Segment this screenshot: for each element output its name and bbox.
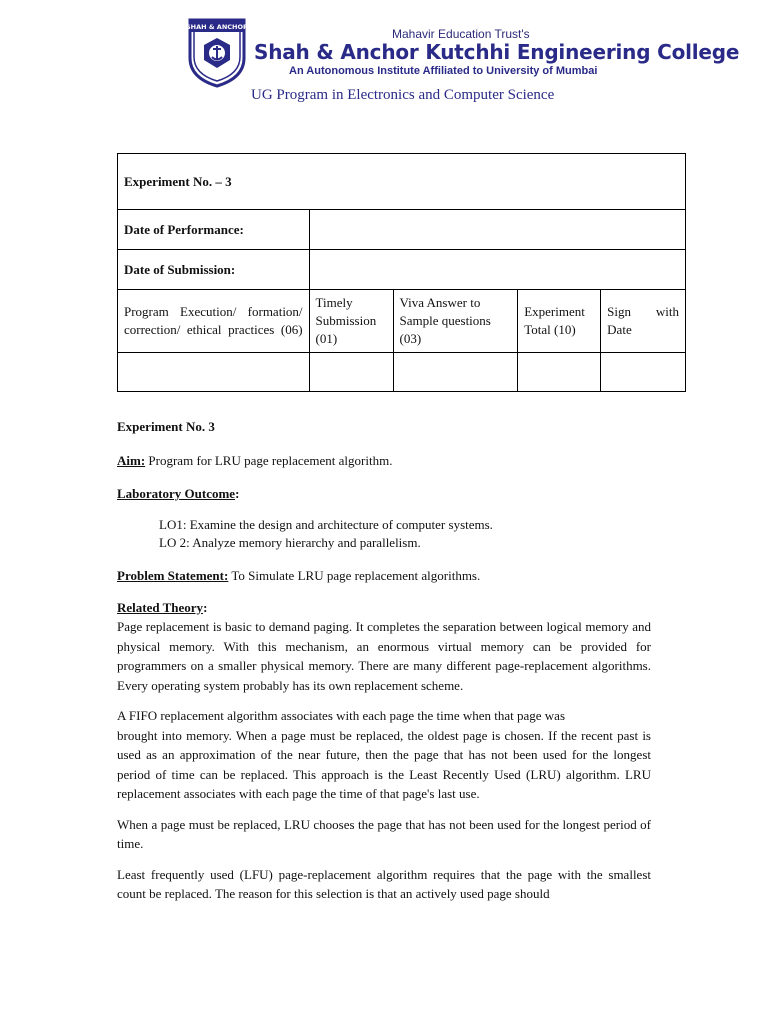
related-theory-label: Related Theory <box>117 600 204 615</box>
college-name: Shah & Anchor Kutchhi Engineering College <box>254 40 740 64</box>
theory-paragraph-2-first-line: A FIFO replacement algorithm associates with each page the time when that page was <box>117 708 565 723</box>
lab-outcome-label: Laboratory Outcome <box>117 486 236 501</box>
experiment-number: Experiment No. – 3 <box>118 154 686 210</box>
col-viva-answer: Viva Answer to Sample questions (03) <box>393 290 518 353</box>
lab-outcome-colon: : <box>235 486 240 501</box>
problem-statement-text: To Simulate LRU page replacement algorithms. <box>228 567 481 583</box>
college-logo <box>186 18 248 88</box>
date-of-submission-value[interactable] <box>309 250 685 290</box>
program-name: UG Program in Electronics and Computer Science <box>251 87 555 103</box>
theory-paragraph-4: Least frequently used (LFU) page-replacement algorithm requires that the page with the smallest count be replaced. The reason for this selection is that an actively used page should <box>117 866 651 901</box>
related-theory-heading <box>117 599 651 617</box>
logo-text: SHAH & ANCHOR <box>186 23 248 31</box>
date-of-submission-label: Date of Submission: <box>118 250 310 290</box>
score-viva-answer[interactable] <box>393 353 518 392</box>
affiliation: An Autonomous Institute Affiliated to University of Mumbai <box>289 65 598 77</box>
theory-paragraph-2: brought into memory. When a page must be replaced, the oldest page is chosen. If the recent past is used as an approximation of the near future, then the page that has not been used for the longest period of time can be replaced. This approach is the Least Recently Used (LRU) algorithm. LRU replacement associates with each page the time of that page's last use. <box>117 727 651 801</box>
sign-with-date[interactable] <box>601 353 686 392</box>
col-timely-submission: Timely Submission (01) <box>309 290 393 353</box>
col-sign-with-date: Sign with Date <box>601 290 686 353</box>
col-program-execution: Program Execution/ formation/ correction/ ethical practices (06) <box>118 290 310 353</box>
related-theory-colon: : <box>203 600 208 615</box>
experiment-body <box>117 417 651 904</box>
experiment-title: Experiment No. 3 <box>117 419 215 434</box>
score-timely-submission[interactable] <box>309 353 393 392</box>
date-of-performance-label: Date of Performance: <box>118 210 310 250</box>
problem-statement <box>117 566 651 586</box>
score-program-execution[interactable] <box>118 353 310 392</box>
lab-outcome-1: LO1: Examine the design and architecture of computer systems. <box>159 516 493 532</box>
date-of-performance-value[interactable] <box>309 210 685 250</box>
theory-paragraph-1: Page replacement is basic to demand paging. It completes the separation between logical memory and physical memory. With this mechanism, an enormous virtual memory can be provided for programmers on a smaller physical memory. There are many different page-replacement algorithms. Every operating system probably has its own replacement scheme. <box>117 619 651 693</box>
lab-outcome-2: LO 2: Analyze memory hierarchy and parallelism. <box>159 534 421 550</box>
aim <box>117 451 651 471</box>
assessment-table <box>117 153 686 392</box>
col-experiment-total: Experiment Total (10) <box>518 290 601 353</box>
lab-outcome-heading <box>117 484 651 504</box>
aim-text: Program for LRU page replacement algorithm. <box>145 452 393 468</box>
theory-paragraph-3: When a page must be replaced, LRU chooses the page that has not been used for the longest period of time. <box>117 816 651 851</box>
score-experiment-total[interactable] <box>518 353 601 392</box>
trust-name: Mahavir Education Trust's <box>392 27 530 41</box>
aim-label: Aim: <box>117 452 146 468</box>
problem-statement-label: Problem Statement: <box>117 567 229 583</box>
